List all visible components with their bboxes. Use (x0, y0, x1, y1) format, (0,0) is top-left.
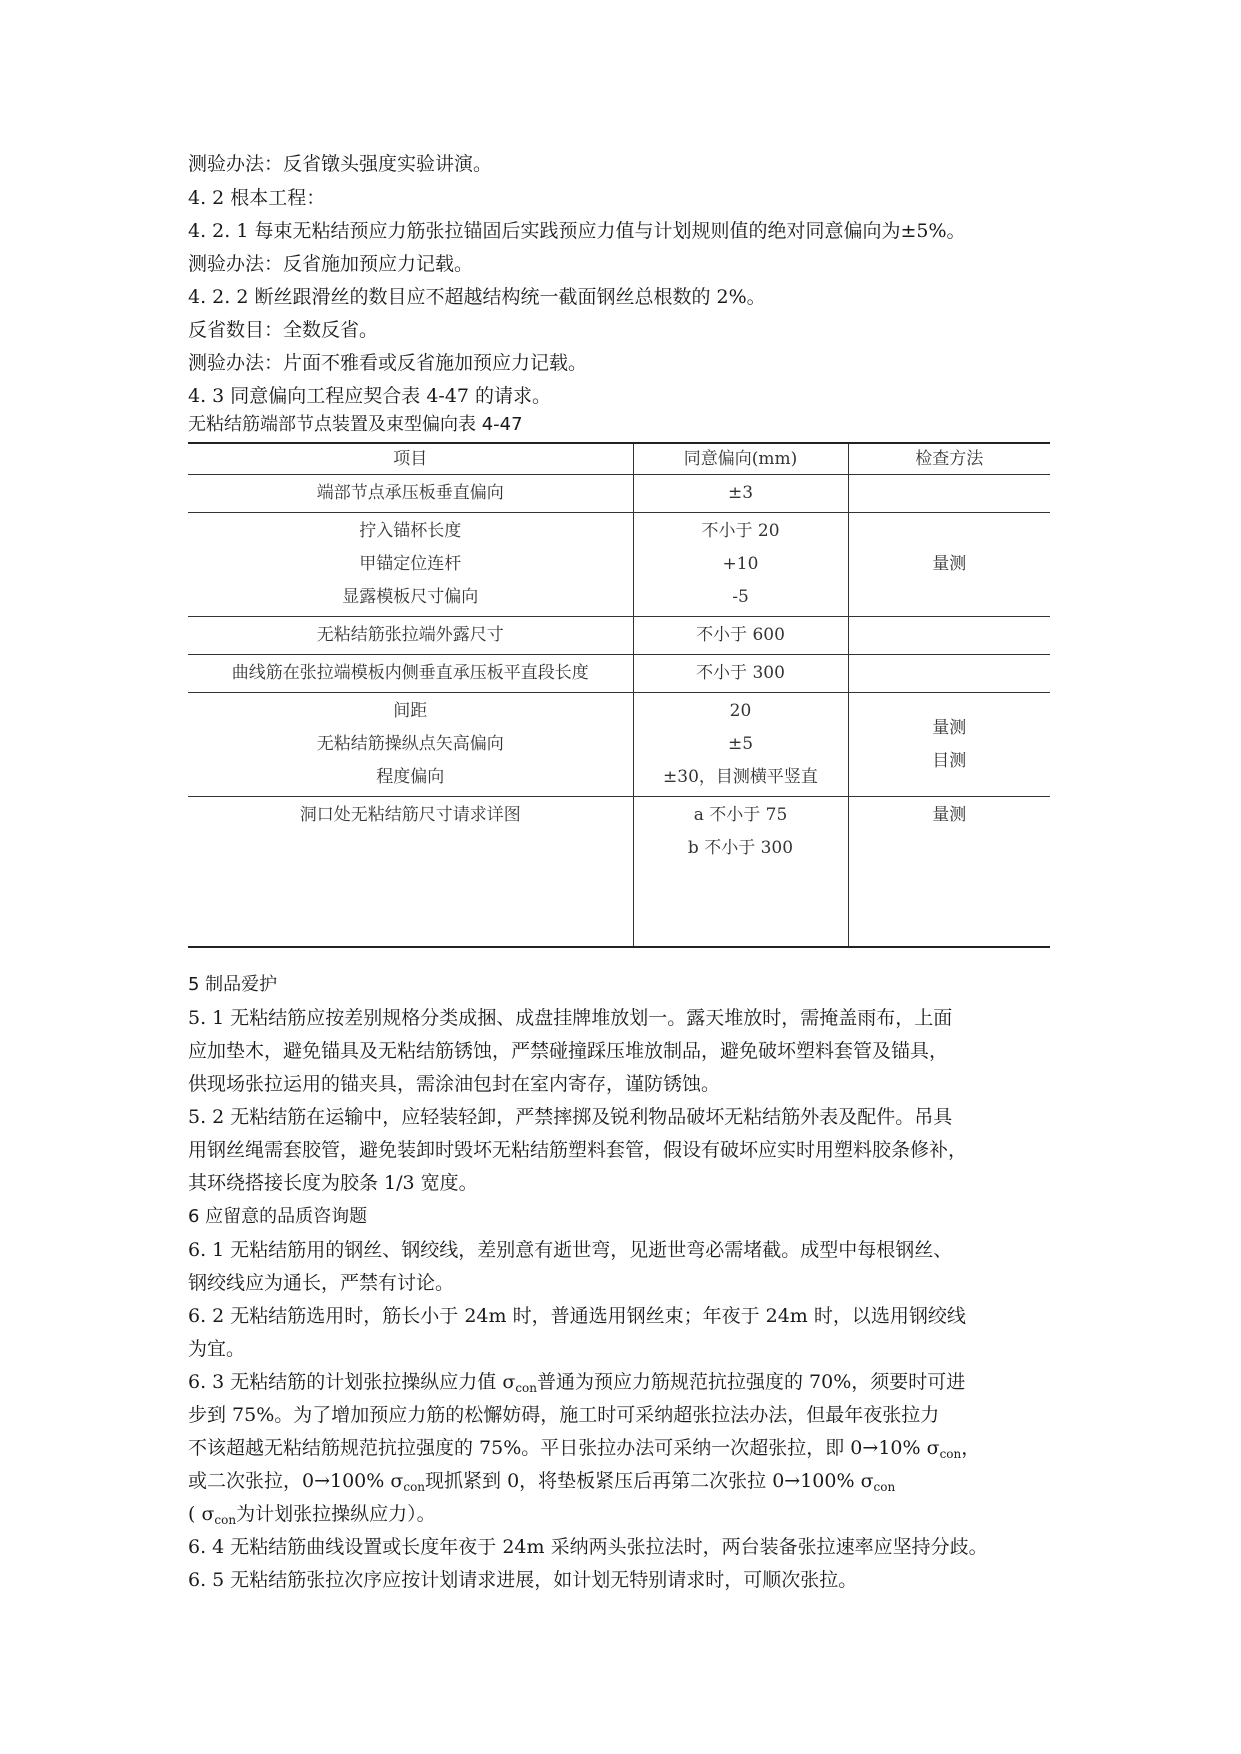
header-item: 项目 (188, 443, 633, 475)
text-fragment: 不该超越无粘结筋规范抗拉强度的 75%。平日张拉办法可采纳一次超张拉，即 0→10% σ (188, 1437, 940, 1459)
section-heading: 4. 2 根本工程： (188, 187, 326, 209)
value-cell: 不小于 600 (696, 625, 785, 645)
text-fragment: 普通为预应力筋规范抗拉强度的 70%，须要时可进 (537, 1371, 966, 1393)
value-cell: ±3 (727, 483, 754, 503)
value-cell: ±5 (727, 734, 754, 754)
text-line: 5. 1 无粘结筋应按差别规格分类成捆、成盘挂牌堆放划一。露天堆放时，需掩盖雨布，上面 (188, 1007, 953, 1029)
value-cell: 20 (729, 701, 752, 721)
subscript: con (214, 1513, 237, 1527)
subscript: con (873, 1480, 896, 1494)
text-line (188, 1500, 436, 1528)
text-line: 测验办法：反省施加预应力记载。 (188, 253, 474, 275)
text-line: 应加垫木，避免锚具及无粘结筋锈蚀，严禁碰撞踩压堆放制品，避免破坏塑料套管及锚具， (188, 1040, 949, 1062)
method-cell: 量测 (932, 554, 967, 574)
text-line: 4. 3 同意偏向工程应契合表 4-47 的请求。 (188, 385, 552, 407)
text-line: 为宜。 (188, 1338, 246, 1360)
item-cell: 端部节点承压板垂直偏向 (316, 483, 504, 503)
text-line (188, 1434, 980, 1462)
text-line (188, 1368, 965, 1396)
text-line: 反省数目：全数反省。 (188, 319, 379, 341)
table-row (188, 513, 1050, 617)
table-row (188, 655, 1050, 693)
text-line: 其环绕搭接长度为胶条 1/3 宽度。 (188, 1172, 478, 1194)
item-cell: 拧入锚杯长度 (359, 521, 462, 541)
section-heading: 6 应留意的品质咨询题 (188, 1206, 368, 1227)
text-line: 测验办法：反省镦头强度实验讲演。 (188, 153, 493, 175)
item-cell: 无粘结筋操纵点矢高偏向 (316, 734, 504, 754)
text-line: 6. 2 无粘结筋选用时，筋长小于 24m 时，普通选用钢丝束；年夜于 24m 时，以选用钢绞线 (188, 1305, 966, 1327)
item-cell: 曲线筋在张拉端模板内侧垂直承压板平直段长度 (231, 663, 589, 683)
text-fragment: ， (961, 1437, 981, 1459)
text-line: 6. 5 无粘结筋张拉次序应按计划请求进展，如计划无特别请求时，可顺次张拉。 (188, 1569, 858, 1591)
table-row (188, 617, 1050, 655)
subscript: con (939, 1447, 962, 1461)
text-line: 5. 2 无粘结筋在运输中，应轻装轻卸，严禁摔掷及锐利物品破坏无粘结筋外表及配件。吊具 (188, 1106, 953, 1128)
text-line: 6. 4 无粘结筋曲线设置或长度年夜于 24m 采纳两头张拉法时，两台装备张拉速率应坚持分歧。 (188, 1536, 988, 1558)
section-heading: 5 制品爱护 (188, 974, 278, 995)
value-cell: 不小于 300 (696, 663, 785, 683)
subscript: con (403, 1480, 426, 1494)
value-cell: 不小于 20 (701, 521, 780, 541)
text-line (188, 1467, 895, 1495)
text-line: 用钢丝绳需套胶管，避免装卸时毁坏无粘结筋塑料套管，假设有破坏应实时用塑料胶条修补， (188, 1139, 968, 1161)
text-line: 4. 2. 1 每束无粘结预应力筋张拉锚固后实践预应力值与计划规则值的绝对同意偏向为±5%。 (188, 220, 966, 242)
text-line: 供现场张拉运用的锚夹具，需涂油包封在室内寄存，谨防锈蚀。 (188, 1073, 721, 1095)
item-cell: 甲锚定位连杆 (359, 554, 462, 574)
value-cell: a 不小于 75 (693, 805, 788, 825)
value-cell: +10 (722, 554, 759, 574)
table-caption: 无粘结筋端部节点装置及束型偏向表 4-47 (188, 414, 523, 435)
item-cell: 间距 (393, 701, 428, 721)
item-cell: 洞口处无粘结筋尺寸请求详图 (299, 805, 521, 825)
item-cell: 无粘结筋张拉端外露尺寸 (316, 625, 504, 645)
table-row (188, 693, 1050, 797)
table-header-row (188, 443, 1050, 475)
method-cell: 量测 (932, 805, 967, 825)
item-cell: 显露模板尺寸偏向 (342, 587, 479, 607)
text-fragment: 6. 3 无粘结筋的计划张拉操纵应力值 σ (188, 1371, 516, 1393)
subscript: con (515, 1381, 537, 1395)
text-fragment: ( σ (188, 1503, 215, 1525)
text-line: 测验办法：片面不雅看或反省施加预应力记载。 (188, 352, 588, 374)
table-row (188, 475, 1050, 513)
text-line: 6. 1 无粘结筋用的钢丝、钢绞线，差别意有逝世弯，见逝世弯必需堵截。成型中每根钢丝、 (188, 1239, 953, 1261)
text-fragment: 现抓紧到 0，将垫板紧压后再第二次张拉 0→100% σ (425, 1470, 874, 1492)
value-cell: -5 (732, 587, 749, 607)
header-method: 检查方法 (848, 443, 1050, 475)
text-line: 4. 2. 2 断丝跟滑丝的数目应不超越结构统一截面钢丝总根数的 2%。 (188, 286, 766, 308)
value-cell: b 不小于 300 (687, 838, 794, 858)
header-tolerance: 同意偏向(mm) (633, 443, 848, 475)
item-cell: 程度偏向 (376, 767, 445, 787)
spec-table (188, 442, 1050, 948)
value-cell: ±30，目测横平竖直 (663, 767, 818, 787)
table-row (188, 797, 1050, 948)
text-line: 钢绞线应为通长，严禁有讨论。 (188, 1272, 455, 1294)
text-fragment: 或二次张拉，0→100% σ (188, 1470, 404, 1492)
method-cell: 目测 (932, 751, 967, 771)
text-fragment: 为计划张拉操纵应力）。 (236, 1503, 436, 1525)
text-line: 步到 75%。为了增加预应力筋的松懈妨碍，施工时可采纳超张拉法办法，但最年夜张拉力 (188, 1404, 940, 1426)
method-cell: 量测 (932, 718, 967, 738)
